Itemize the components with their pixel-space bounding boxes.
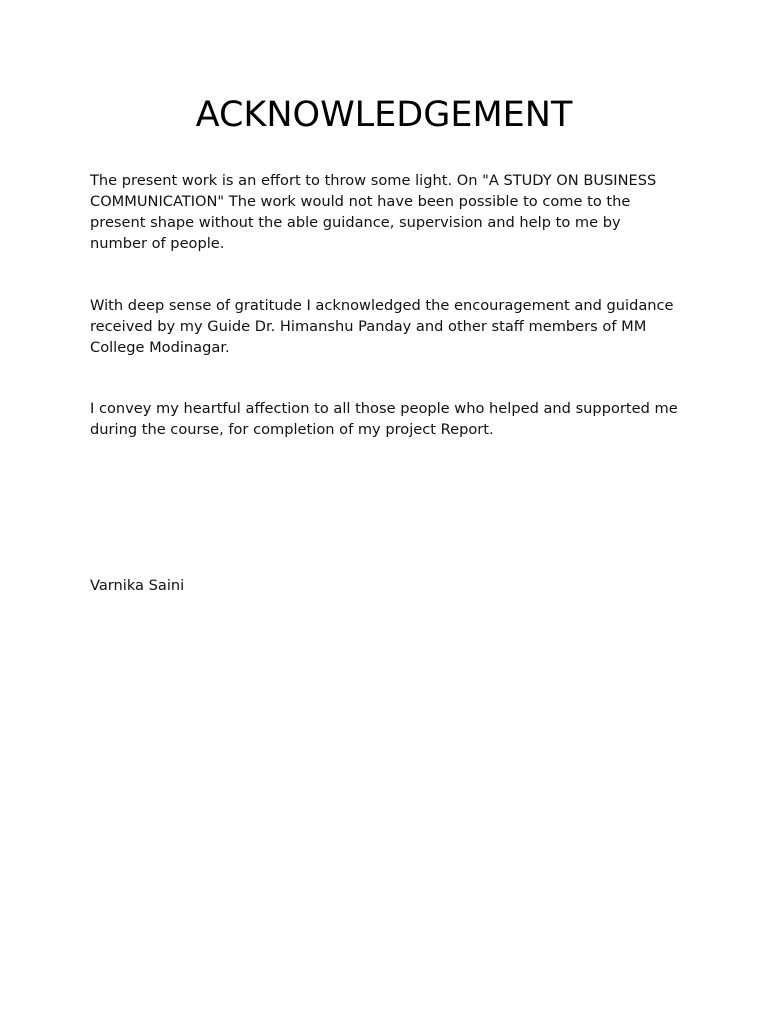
author-signature-name: Varnika Saini <box>90 577 185 594</box>
paragraph-affection: I convey my heartful affection to all those people who helped and supported me during the course, for completion of my project Report. <box>90 400 678 438</box>
paragraph-gratitude: With deep sense of gratitude I acknowledged the encouragement and guidance received by my Guide Dr. Himanshu Panday and other staff members of MM College Modinagar. <box>90 297 674 356</box>
page-title: ACKNOWLEDGEMENT <box>195 95 573 135</box>
paragraph-intro: The present work is an effort to throw some light. On "A STUDY ON BUSINESS COMMUNICATION" The work would not have been possible to come to the present shape without the able guidance, supervision and help to me by number of people. <box>90 172 657 252</box>
